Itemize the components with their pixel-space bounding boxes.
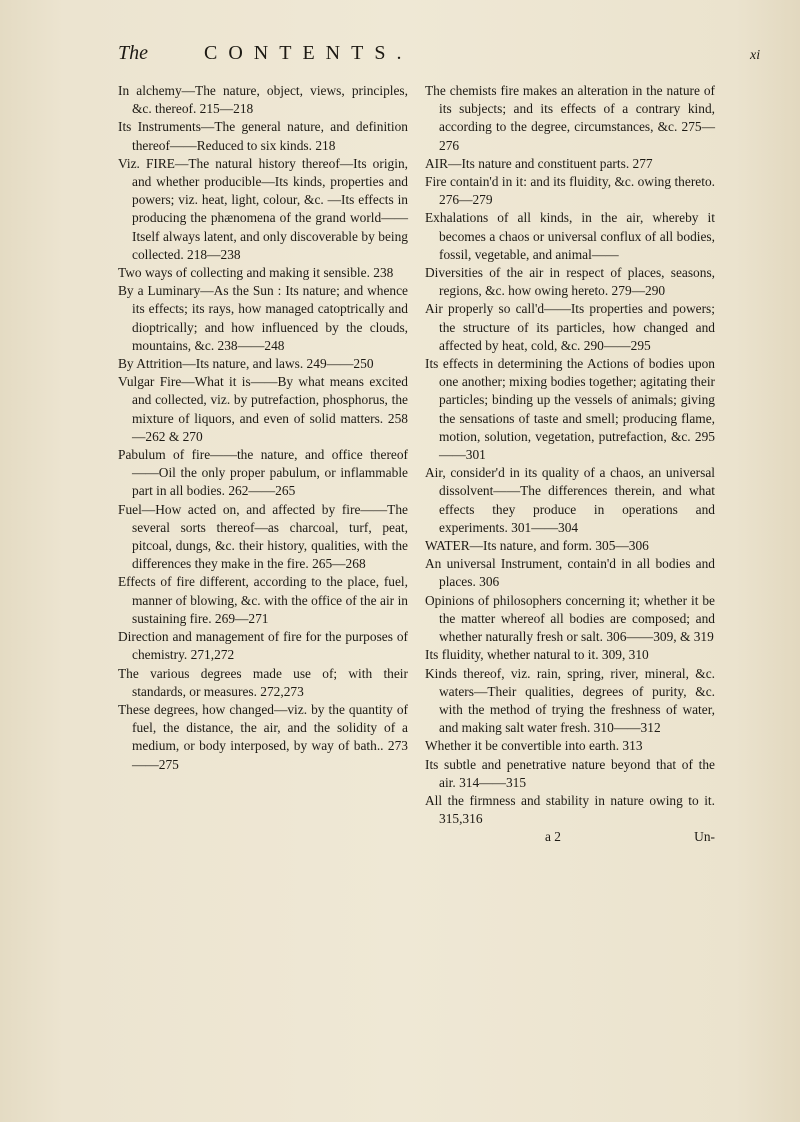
contents-entry: Air properly so call'd——Its properties and powers; the structure of its particles, how changed and affected by heat, cold, &c. 290——295 xyxy=(425,301,715,353)
contents-entry: An universal Instrument, contain'd in all bodies and places. 306 xyxy=(425,556,715,590)
contents-entry: Fire contain'd in it: and its fluidity, &c. owing thereto. 276—279 xyxy=(425,174,715,208)
contents-entry: Its fluidity, whether natural to it. 309, 310 xyxy=(425,647,649,663)
contents-entry: Air, consider'd in its quality of a chaos, an universal dissolvent——The differences therein, and what effects they produce in operations and experiments. 301——304 xyxy=(425,465,715,535)
contents-entry: Direction and management of fire for the purposes of chemistry. 271,272 xyxy=(118,629,408,663)
signature-mark: a 2 xyxy=(545,829,561,845)
running-header xyxy=(118,42,761,74)
contents-entry: By a Luminary—As the Sun : Its nature; and whence its effects; its rays, how managed catoptrically and dioptrically; and how influenced by the clouds, mountains, &c. 238——248 xyxy=(118,283,408,353)
contents-entry: The chemists fire makes an alteration in the nature of its subjects; and its effects of a contrary kind, according to the degree, circumstances, &c. 275—276 xyxy=(425,83,715,153)
contents-entry: The various degrees made use of; with their standards, or measures. 272,273 xyxy=(118,665,408,699)
contents-entry: WATER—Its nature, and form. 305—306 xyxy=(425,538,649,554)
contents-entry: Exhalations of all kinds, in the air, whereby it becomes a chaos or universal conflux of all bodies, fossil, vegetable, and animal—— xyxy=(425,210,715,262)
contents-entry: Opinions of philosophers concerning it; whether it be the matter whereof all bodies are composed; and whether naturally fresh or salt. 306——309, & 319 xyxy=(425,592,715,645)
contents-entry: Diversities of the air in respect of places, seasons, regions, &c. how owing hereto. 279—290 xyxy=(425,265,715,299)
contents-entry: Vulgar Fire—What it is——By what means excited and collected, viz. by putrefaction, phosphorus, the mixture of liquors, and even of solid matters. 258—262 & 270 xyxy=(118,374,408,444)
contents-entry: Kinds thereof, viz. rain, spring, river, mineral, &c. waters—Their qualities, degrees of purity, &c. with the method of trying the freshness of water, and making salt water fresh. 310——312 xyxy=(425,665,715,736)
contents-entry: Its subtle and penetrative nature beyond that of the air. 314——315 xyxy=(425,756,715,790)
contents-entry: In alchemy—The nature, object, views, principles, &c. thereof. 215—218 xyxy=(118,83,408,117)
contents-entry: Fuel—How acted on, and affected by fire——The several sorts thereof—as charcoal, turf, peat, pitcoal, dungs, &c. their history, qualities, with the differences they make in the fire. 265—268 xyxy=(118,501,408,572)
contents-entry: Its Instruments—The general nature, and definition thereof——Reduced to six kinds. 218 xyxy=(118,119,408,153)
contents-entry: Viz. FIRE—The natural history thereof—Its origin, and whether producible—Its kinds, properties and powers; viz. heat, light, colour, &c. —Its effects in producing the phænomena of the grand world——Itself always latent, and only discoverable by being collected. 218—238 xyxy=(118,155,408,262)
page-number: xi xyxy=(750,48,761,63)
contents-entry: Effects of fire different, according to the place, fuel, manner of blowing, &c. with the office of the air in sustaining fire. 269—271 xyxy=(118,574,408,626)
contents-entry: These degrees, how changed—viz. by the quantity of fuel, the distance, the air, and the solidity of a medium, or body interposed, by way of bath.. 273——275 xyxy=(118,701,408,772)
contents-entry: Whether it be convertible into earth. 313 xyxy=(425,738,643,754)
contents-entry: Its effects in determining the Actions of bodies upon one another; mixing bodies together; agitating their particles; binding up the vessels of animals; giving the sensations of taste and smell; producing flame, motion, solution, vegetation, putrefaction, &c. 295——301 xyxy=(425,356,715,463)
contents-entry: All the firmness and stability in nature owing to it. 315,316 xyxy=(425,792,715,827)
left-column xyxy=(118,82,408,774)
catchword: Un- xyxy=(694,829,715,845)
contents-entry: Two ways of collecting and making it sensible. 238 xyxy=(118,265,394,281)
header-the: The xyxy=(118,42,148,64)
contents-entry: AIR—Its nature and constituent parts. 277 xyxy=(425,155,653,171)
header-title: CONTENTS. xyxy=(204,42,413,64)
contents-entry: Pabulum of fire——the nature, and office thereof——Oil the only proper pabulum, or inflammable part in all bodies. 262——265 xyxy=(118,447,408,499)
right-column xyxy=(425,82,715,846)
contents-entry: By Attrition—Its nature, and laws. 249——250 xyxy=(118,356,374,372)
